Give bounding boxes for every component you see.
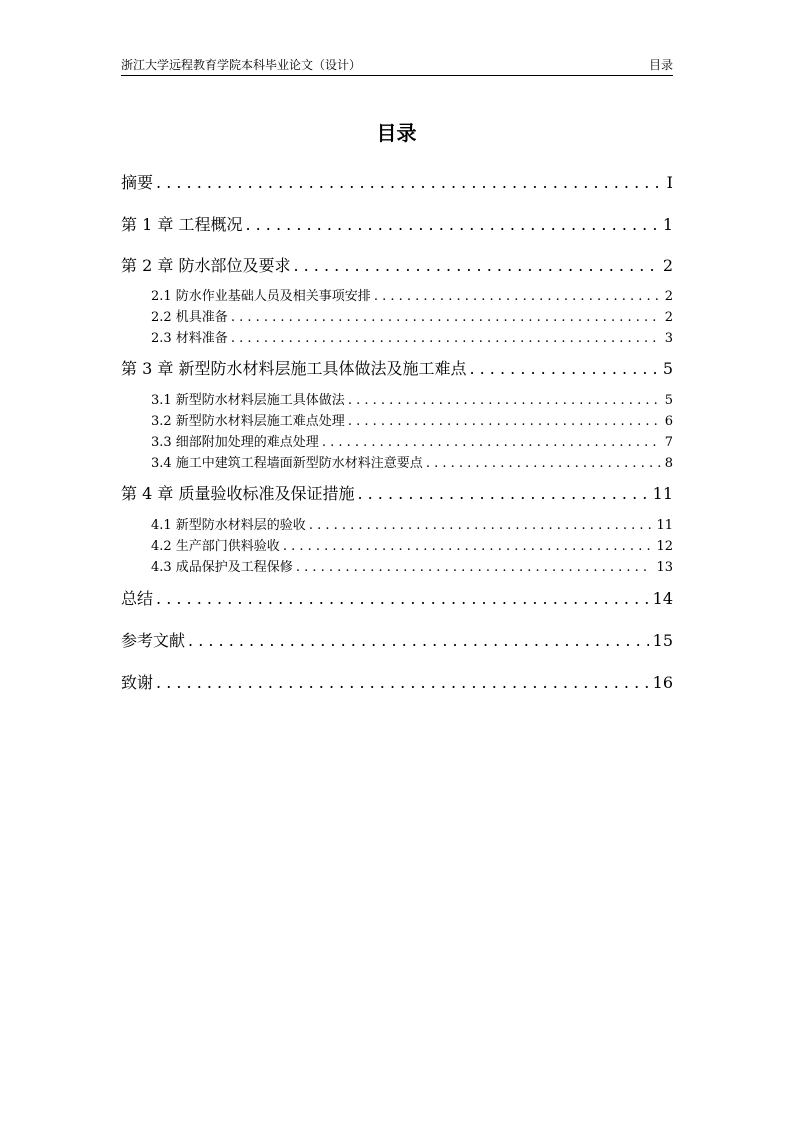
toc-entry-label: 第 3 章 新型防水材料层施工具体做法及施工难点 (121, 359, 467, 378)
toc-entry-page-number: 12 (656, 539, 673, 554)
toc-leader-dots (319, 434, 661, 452)
toc-leader-dots (293, 559, 653, 577)
toc-entry-page-number: 14 (652, 589, 673, 608)
toc-entry-label: 2.3 材料准备 (151, 331, 228, 346)
toc-section-entry[interactable] (151, 413, 673, 431)
toc-entry-page-number: 2 (664, 310, 673, 325)
toc-leader-dots (290, 255, 658, 277)
toc-leader-dots (423, 455, 661, 473)
toc-section-entry[interactable] (151, 309, 673, 327)
toc-entry-label: 摘要 (121, 173, 154, 192)
toc-leader-dots (354, 483, 648, 505)
toc-section-entry[interactable] (151, 288, 673, 306)
toc-entry-label: 3.2 新型防水材料层施工难点处理 (151, 414, 345, 429)
header-section-name: 目录 (648, 58, 673, 72)
toc-entry-page-number: 11 (652, 484, 673, 503)
toc-entry-page-number: 3 (664, 331, 673, 346)
toc-entry-page-number: 16 (652, 673, 673, 692)
page-header (121, 56, 673, 76)
toc-section-entry[interactable] (151, 434, 673, 452)
toc-leader-dots (153, 172, 663, 194)
toc-leader-dots (185, 630, 649, 652)
toc-entry-page-number: 2 (662, 256, 673, 275)
toc-entry-page-number: 2 (664, 289, 673, 304)
toc-entry-page-number: I (666, 173, 673, 192)
toc-entry-label: 总结 (121, 589, 154, 608)
toc-entry-page-number: 5 (664, 393, 673, 408)
toc-entry-label: 4.2 生产部门供料验收 (151, 539, 280, 554)
toc-chapter-entry[interactable] (121, 358, 673, 380)
toc-entry-page-number: 8 (664, 456, 673, 471)
toc-entry-page-number: 5 (662, 359, 673, 378)
toc-section-entry[interactable] (151, 455, 673, 473)
toc-entry-page-number: 7 (664, 435, 673, 450)
toc-entry-label: 2.1 防水作业基础人员及相关事项安排 (151, 289, 371, 304)
toc-leader-dots (228, 309, 661, 327)
toc-section-entry[interactable] (151, 517, 673, 535)
toc-chapter-entry[interactable] (121, 214, 673, 236)
toc-entry-label: 3.3 细部附加处理的难点处理 (151, 435, 319, 450)
header-thesis-title: 浙江大学远程教育学院本科毕业论文（设计） (121, 58, 362, 72)
toc-title: 目录 (376, 121, 417, 145)
toc-leader-dots (345, 413, 661, 431)
toc-leader-dots (280, 538, 653, 556)
toc-entry-page-number: 1 (662, 215, 673, 234)
toc-entry-label: 4.1 新型防水材料层的验收 (151, 518, 306, 533)
toc-entry-label: 第 4 章 质量验收标准及保证措施 (121, 484, 355, 503)
toc-leader-dots (228, 330, 661, 348)
toc-entry-label: 4.3 成品保护及工程保修 (151, 560, 293, 575)
toc-entry-page-number: 11 (656, 518, 673, 533)
toc-section-entry[interactable] (151, 559, 673, 577)
toc-section-entry[interactable] (151, 330, 673, 348)
toc-entry-page-number: 15 (652, 631, 673, 650)
toc-entry-page-number: 13 (656, 560, 673, 575)
toc-entry-label: 3.4 施工中建筑工程墙面新型防水材料注意要点 (151, 456, 423, 471)
toc-entry-label: 致谢 (121, 673, 154, 692)
toc-leader-dots (242, 214, 658, 236)
toc-leader-dots (306, 517, 653, 535)
toc-entry-page-number: 6 (664, 414, 673, 429)
toc-section-entry[interactable] (151, 538, 673, 556)
toc-entry-label: 参考文献 (121, 631, 186, 650)
toc-leader-dots (466, 358, 658, 380)
toc-chapter-entry[interactable] (121, 172, 673, 194)
toc-chapter-entry[interactable] (121, 483, 673, 505)
toc-section-entry[interactable] (151, 392, 673, 410)
toc-leader-dots (153, 588, 649, 610)
toc-entry-label: 3.1 新型防水材料层施工具体做法 (151, 393, 345, 408)
toc-chapter-entry[interactable] (121, 588, 673, 610)
toc-leader-dots (371, 288, 661, 306)
toc-entry-label: 第 1 章 工程概况 (121, 215, 243, 234)
toc-chapter-entry[interactable] (121, 255, 673, 277)
toc-leader-dots (153, 672, 649, 694)
toc-chapter-entry[interactable] (121, 672, 673, 694)
toc-entry-label: 第 2 章 防水部位及要求 (121, 256, 291, 275)
toc-entry-label: 2.2 机具准备 (151, 310, 228, 325)
toc-leader-dots (345, 392, 661, 410)
toc-chapter-entry[interactable] (121, 630, 673, 652)
